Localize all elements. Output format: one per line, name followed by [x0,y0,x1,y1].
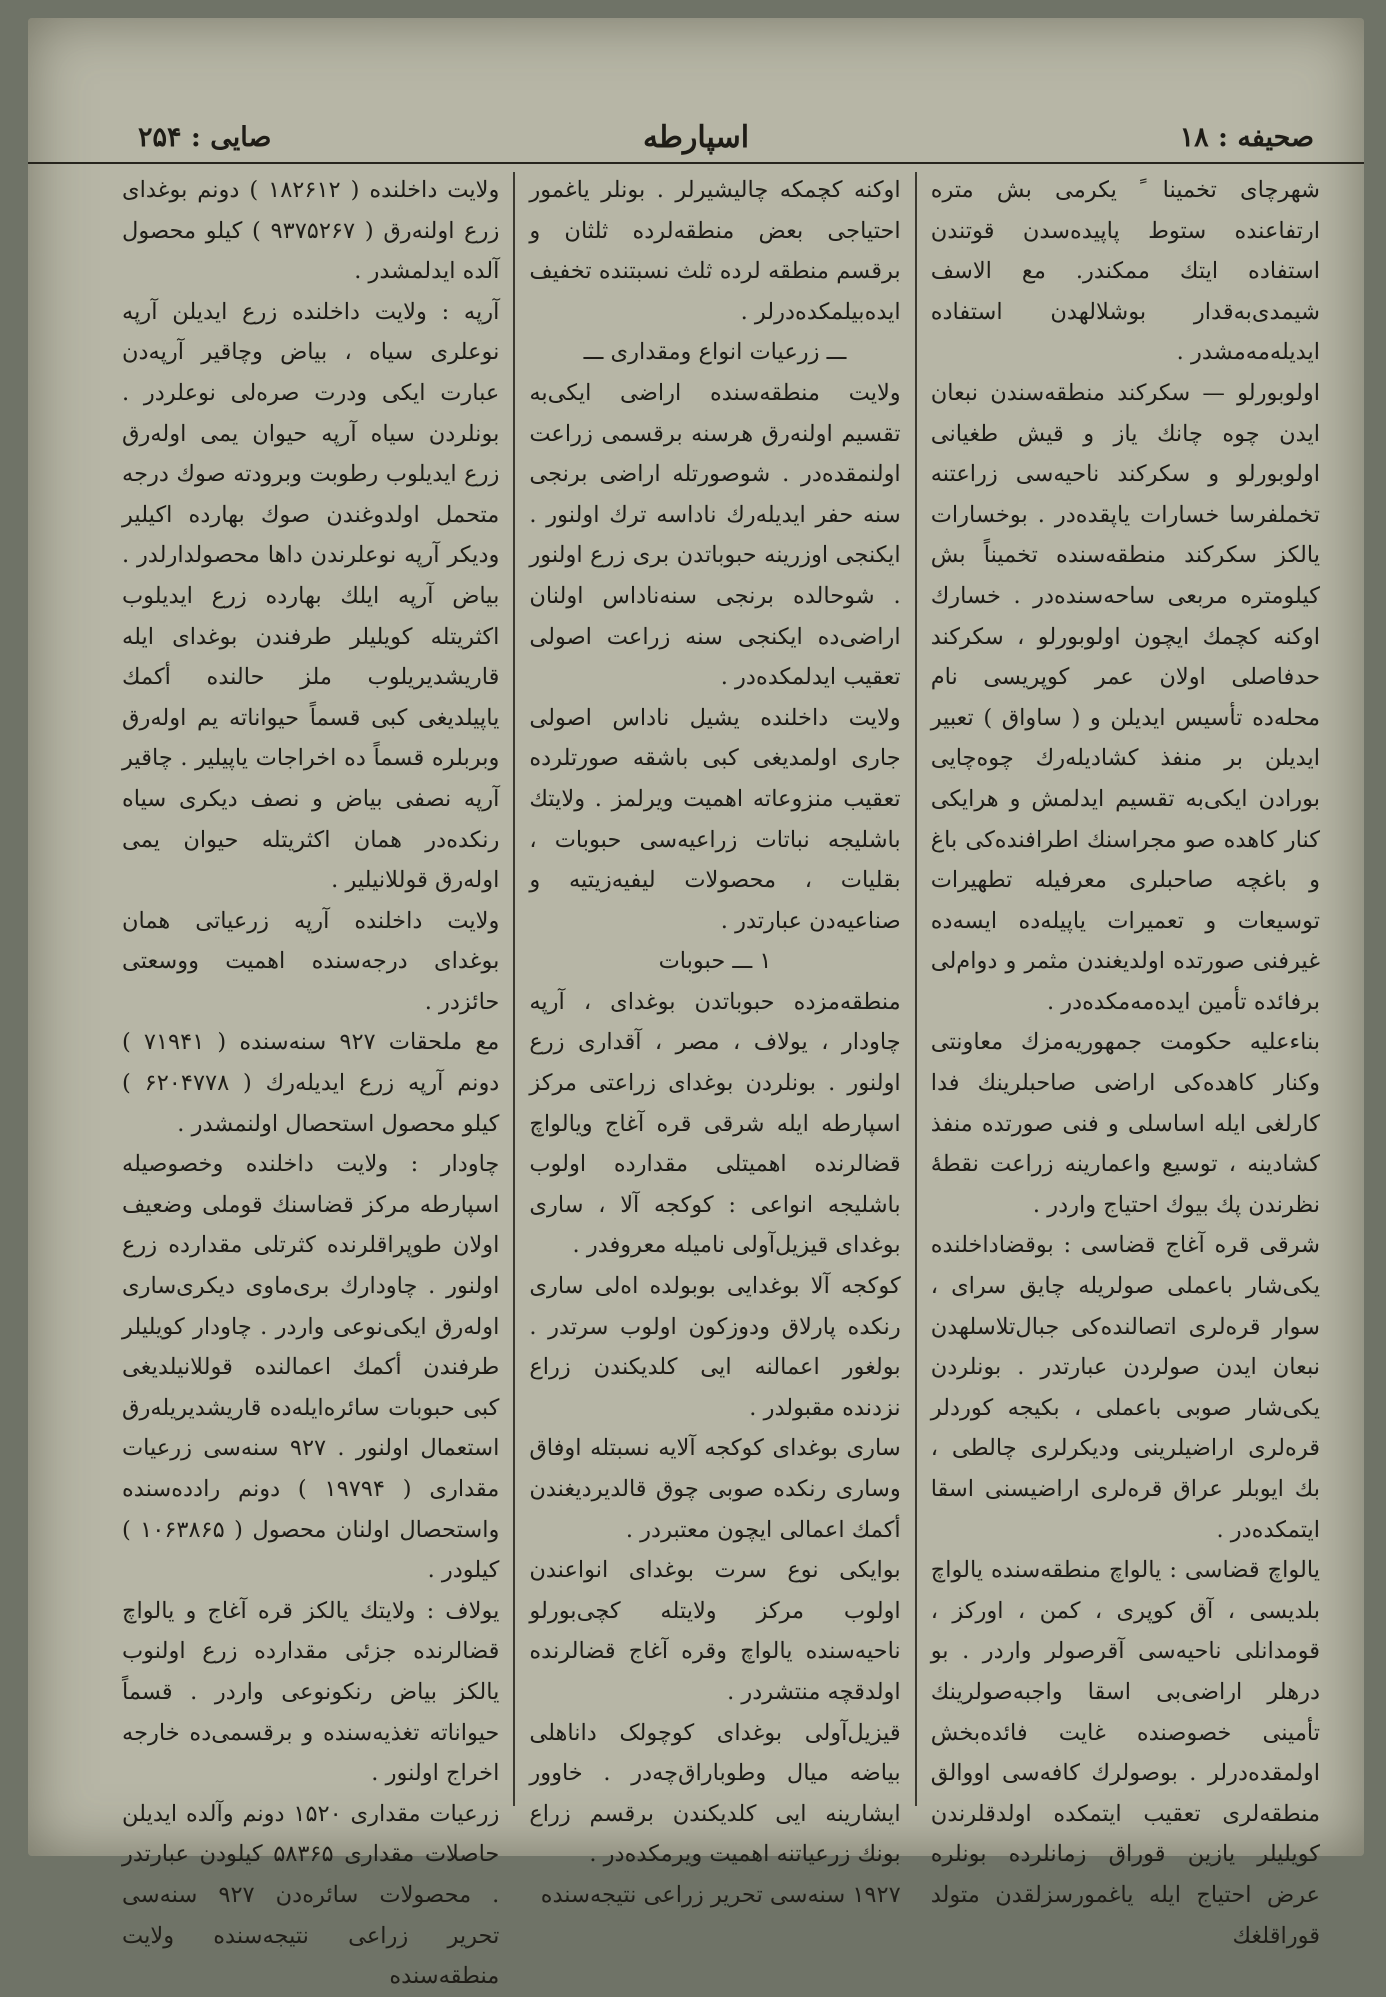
paragraph: بناءعلیه حکومت جمهوریه‌مزك معاونتی وکنار کاهده‌کی اراضی صاحبلرینك فدا کارلغی ایله اساسلی و فنی صورتده منفذ کشادینه ، توسیع واعمارینه زراعت نقطهٔ نظرندن پك بیوك احتیاج واردر . [930,1029,1320,1218]
paragraph: ساری بوغدای کوکجه آلایه نسبتله اوفاق وساری رنکده صوبی چوق قالدیردیغندن أکمك اعمالی ایچون معتبردر . [529,1435,901,1543]
subsection-heading: ۱ ـــ حبوبات [658,948,772,975]
paragraph: منطقه‌مزده حبوباتدن بوغدای ، آرپه چاودار ، یولاف ، مصر ، آقداری زرع اولنور . بونلردن بوغدای زراعتی مرکز اسپارطه ایله شرقی قره آغاج ویالواچ قضالرنده اهمیتلی مقدارده اولوب باشلیجه انواعی : کوکجه آلا ، ساری بوغدای قیزیل‌آولی نامیله معروفدر . [529,988,901,1259]
paragraph: ولایت داخلنده آرپه زرعیاتی همان بوغدای درجه‌سنده اهمیت ووسعتی حائزدر . [122,907,500,1015]
paragraph: شهرچای تخمینا ً یکرمی بش متره ارتفاعنده ستوط پاپیده‌سدن قوتندن استفاده ایتك ممکندر. مع الاسف شیمدی‌به‌قدار بوشلالهدن استفاده ایدیله‌مه‌مشدر . [930,177,1320,366]
paragraph: اوکنه کچمکه چالیشیرلر . بونلر یاغمور احتیاجی بعض منطقه‌لرده ثلثان و برقسم منطقه لرده ثلث نسبتنده تخفیف ایده‌بیلمکده‌درلر . [529,177,901,325]
page-header [28,114,1364,164]
newspaper-page [28,18,1364,1990]
paragraph: آرپه : ولایت داخلنده زرع ایدیلن آرپه نوعلری سیاه ، بیاض وچاقیر آرپه‌دن عبارت ایکی ودرت صره‌لی نوعلردر . بونلردن سیاه آرپه حیوان یمی اوله‌رق زرع ایدیلوب رطوبت وبرودته صوك درجه متحمل اولدوغندن صوك بهارده اکیلیر ودیکر آرپه نوعلرندن داها محصولدارلدر . بیاض آرپه ایلك بهارده زرع ایدیلوب اکثریتله کویلیلر طرفندن بوغدای ایله قاریشدیریلوب ملز حالنده أکمك یاپیلدیغی کبی قسماً حیواناته یم اوله‌رق وبربلره قسماً ده اخراجات یاپیلیر . چاقیر آرپه نصفی بیاض و نصف دیکری سیاه رنکده‌در همان اکثریتله حیوان یمی اوله‌رق قوللانیلیر . [122,298,500,894]
paragraph: یولاف : ولایتك یالکز قره آغاج و یالواچ قضالرنده جزئی مقدارده زرع اولنوب یالکز بیاض رنکونوعی واردر . قسماً حیواناته تغذیه‌سنده و برقسمی‌ده خارجه اخراج اولنور . [122,1597,500,1787]
paragraph: ولایت منطقه‌سنده اراضی ایکی‌به تقسیم اولنه‌رق هرسنه برقسمی زراعت اولنمقده‌در . شوصورتله اراضی برنجی سنه حفر ایدیله‌رك ناداسه ترك اولنور . ایکنجی اوزرینه حبوباتدن بری زرع اولنور . شوحالده برنجی سنه‌ناداس اولنان اراضی‌ده ایکنجی سنه زراعت اصولی تعقیب ایدلمکده‌در . [529,379,901,691]
paragraph: مع ملحقات ۹۲۷ سنه‌سنده ( ۷۱۹۴۱ ) دونم آرپه زرع ایدیله‌رك ( ۶۲۰۴۷۷۸ ) کیلو محصول استحصال اولنمشدر . [122,1029,500,1137]
paragraph: ۱۹۲۷ سنه‌سی تحریر زراعی نتیجه‌سنده [540,1881,901,1908]
page-number: صحیفه : ۱۸ [1179,122,1314,153]
journal-title: اسپارطه [642,120,750,155]
paragraph: یالواچ قضاسی : یالواچ منطقه‌سنده یالواچ بلدیسی ، آق کوپری ، کمن ، اورکز ، قومدانلی ناحیه‌سی آقرصولر واردر . بو درهلر اراضی‌بی اسقا واجبه‌صولرینك تأمینی خصوصنده غایت فائده‌بخش اولمقده‌درلر . بوصولرك کافه‌سی اووالق منطقه‌لری تعقیب ایتمکده اولدقلرندن کویلیلر یازین قوراق زمانلرده بونلره عرض احتیاج ایله یاغمورسزلقدن متولد قوراقلغك [930,1557,1320,1949]
text-columns [108,168,1334,1990]
paragraph: شرقی قره آغاج قضاسی : بوقضاداخلنده یکی‌شار باعملی صولریله چایق سرای ، سوار قره‌لری اتصالنده‌کی جبال‌تلاسلهدن نبعان ایدن صولردن عبارتدر . بونلردن یکی‌شار صوبی باعملی ، بکیجه کوردلر قره‌لری اراضیلرینی ودیکرلری چالطی ، بك ایوبلر عراق قره‌لری اراضیسنی اسقا ایتمکده‌در . [930,1232,1320,1543]
paragraph: بوایکی نوع سرت بوغدای انواعندن اولوب مرکز ولایتله کچی‌بورلو ناحیه‌سنده یالواچ وقره آغاج قضالرنده اولدقچه منتشردر . [529,1557,901,1705]
column-1 [917,168,1334,1949]
issue-number: صایی : ۲۵۴ [138,122,272,153]
column-2 [515,168,914,1908]
column-divider [513,172,515,1806]
paragraph: ولایت داخلنده ( ۱۸۲۶۱۲ ) دونم بوغدای زرع اولنه‌رق ( ۹۳۷۵۲۶۷ ) کیلو محصول آلده ایدلمشدر . [122,177,500,285]
paragraph: زرعیات مقداری ۱۵۲۰ دونم وآلده ایدیلن حاصلات مقداری ۵۸۳۶۵ کیلودن عبارتدر . محصولات سائره‌دن ۹۲۷ سنه‌سی تحریر زراعی نتیجه‌سنده ولایت منطقه‌سنده [122,1800,500,1990]
paragraph: ولایت داخلنده یشیل ناداس اصولی جاری اولمدیغی کبی باشقه صورتلرده تعقیب منزوعاته اهمیت ویرلمز . ولایتك باشلیجه نباتات زراعیه‌سی حبوبات ، بقلیات ، محصولات لیفیه‌زیتیه و صناعیه‌دن عبارتدر . [529,704,901,934]
paragraph: کوکجه آلا بوغدایی بوبولده اه‌لی ساری رنکده پارلاق ودوزکون اولوب سرتدر . بولغور اعمالنه ایی کلدیکندن زراع نزدنده مقبولدر . [529,1273,901,1421]
section-heading: ـــ زرعیات انواع ومقداری ـــ [583,339,847,366]
column-3 [108,168,513,1990]
paragraph: قیزیل‌آولی بوغدای کوچولک داناهلی بیاضه میال وطوباراق‌چه‌در . خاوور ایشارینه ایی کلدیکندن برقسم زراع بونك زرعیاتنه اهمیت ویرمکده‌در . [529,1719,901,1868]
column-divider [915,172,917,1806]
paragraph: چاودار : ولایت داخلنده وخصوصیله اسپارطه مرکز قضاسنك قوملی وضعیف اولان طوپراقلرنده کثرتلی مقدارده زرع اولنور . چاودارك بری‌ماوی دیکری‌ساری اوله‌رق ایکی‌نوعی واردر . چاودار کویلیلر طرفندن أکمك اعمالنده قوللانیلدیغی کبی حبوبات سائره‌ایله‌ده قاریشدیریله‌رق استعمال اولنور . ۹۲۷ سنه‌سی زرعیات مقداری ( ۱۹۷۹۴ ) دونم رادده‌سنده واستحصال اولنان محصول ( ۱۰۶۳۸۶۵ ) کیلودر . [122,1151,500,1584]
paragraph: اولوبورلو — سکرکند منطقه‌سندن نبعان ایدن چوه چانك یاز و قیش طغیانی اولوبورلو و سکرکند ناحیه‌سی زراعتنه تخملفرسا خسارات یاپقده‌در . بوخسارات یالکز سکرکند منطقه‌سنده تخمیناً بش کیلومتره مربعی ساحه‌سنده‌در . خسارك اوکنه کچمك ایچون اولوبورلو ، سکرکند حدفاصلی اولان عمر کوپریسی نام محله‌ده تأسیس ایدیلن و ( ساواق ) تعبیر ایدیلن بر منفذ کشادیله‌رك چوه‌چایی بورادن ایکی‌به تقسیم ایدلمش و هرایکی کنار کاهده صو مجراسنك اطرافنده‌کی باغ و باغچه صاحبلری معرفیله تطهیرات توسیعات و تعمیرات یاپیله‌ده ایسه‌ده غیرفنی صورتده اولدیغندن مثمر و دوام‌لی برفائده تأمین ایده‌مه‌مکده‌در . [930,379,1320,1015]
